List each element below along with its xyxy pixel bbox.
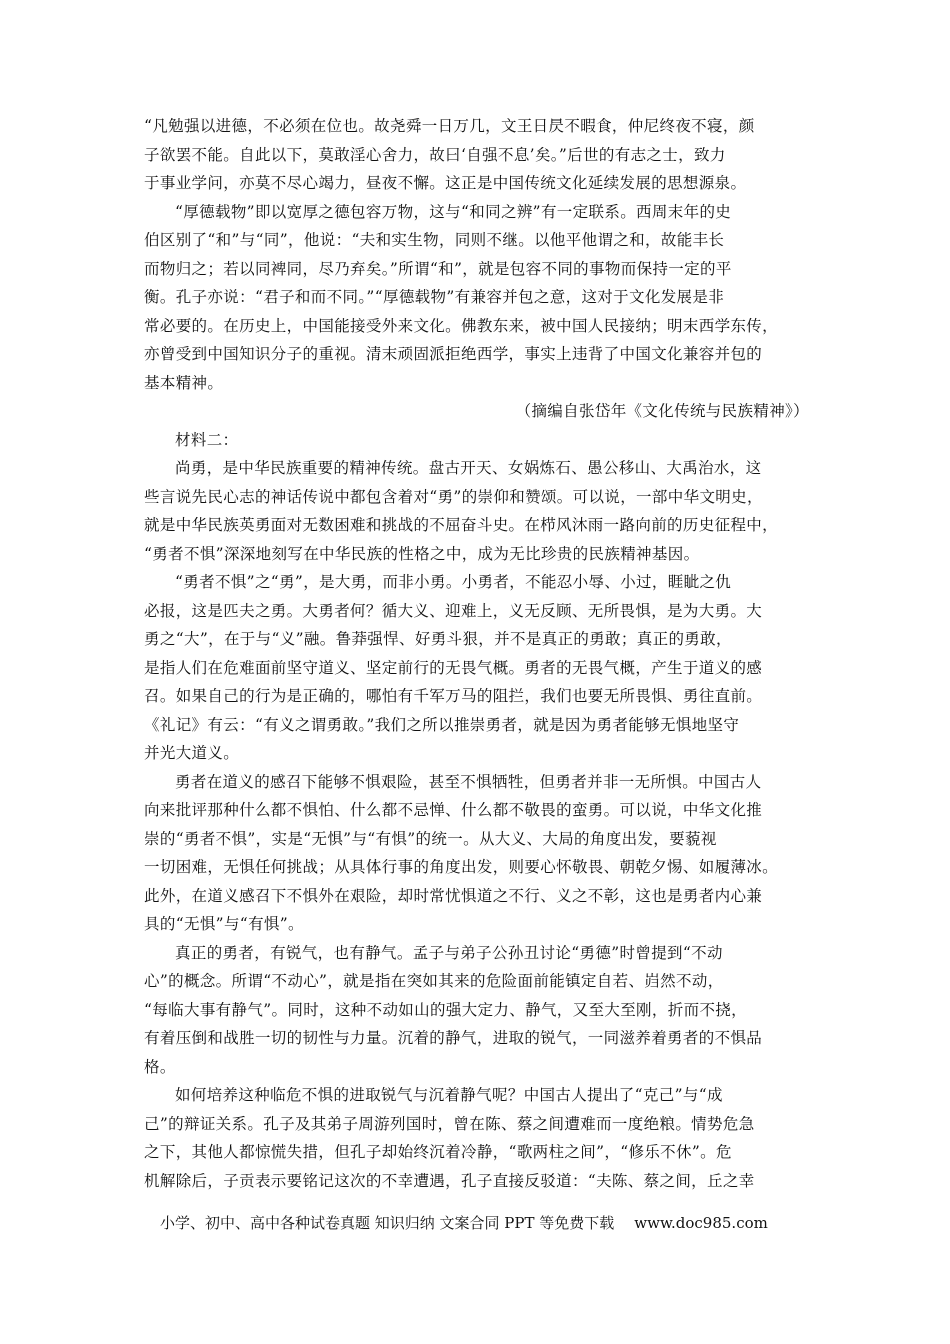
text-line: “凡勉强以进德，不必须在位也。故尧舜一日万几，文王日昃不暇食，仲尼终夜不寝，颜	[144, 117, 755, 135]
text-line: 而物归之；若以同裨同，尽乃弃矣。”所谓“和”，就是包容不同的事物而保持一定的平	[144, 259, 732, 278]
footer-text: 小学、初中、高中各种试卷真题 知识归纳 文案合同 PPT 等免费下载	[160, 1214, 615, 1232]
text-line: 勇之“大”，在于与“义”融。鲁莽强悍、好勇斗狠，并不是真正的勇敢；真正的勇敢，	[144, 630, 732, 648]
text-line: 亦曾受到中国知识分子的重视。清末顽固派拒绝西学，事实上违背了中国文化兼容并包的	[144, 345, 763, 363]
text-line: 真正的勇者，有锐气，也有静气。孟子与弟子公孙丑讨论“勇德”时曾提到“不动	[175, 943, 723, 962]
text-line: 之下，其他人都惊慌失措，但孔子却始终沉着冷静，“歌两柱之间”，“修乐不休”。危	[144, 1143, 732, 1161]
text-line: 如何培养这种临危不惧的进取锐气与沉着静气呢？中国古人提出了“克己”与“成	[175, 1086, 723, 1104]
paragraph-ziqiang-cont	[144, 112, 809, 198]
paragraph-houde-zaiwu	[144, 198, 809, 398]
text-line: 格。	[144, 1057, 176, 1076]
footer-url[interactable]: www.doc985.com	[634, 1214, 768, 1232]
source-citation: （摘编自张岱年《文化传统与民族精神》）	[515, 402, 809, 420]
text-line: 必报，这是匹夫之勇。大勇者何？循大义、迎难上，义无反顾、无所畏惧，是为大勇。大	[144, 601, 763, 620]
text-line: 常必要的。在历史上，中国能接受外来文化。佛教东来，被中国人民接纳；明末西学东传，	[144, 316, 779, 335]
text-line: 此外，在道义感召下不惧外在艰险，却时常忧惧道之不行、义之不彰，这也是勇者内心兼	[144, 886, 763, 905]
text-line: 伯区别了“和”与“同”，他说：“夫和实生物，同则不继。以他平他谓之和，故能丰长	[144, 231, 725, 249]
text-line: 于事业学问，亦莫不尽心竭力，昼夜不懈。这正是中国传统文化延续发展的思想源泉。	[144, 174, 747, 192]
text-line: 己”的辩证关系。孔子及其弟子周游列国时，曾在陈、蔡之间遭难而一度绝粮。情势危急	[144, 1114, 755, 1133]
text-line: 有着压倒和战胜一切的韧性与力量。沉着的静气，进取的锐气，一同滋养着勇者的不惧品	[144, 1029, 763, 1047]
text-line: 机解除后，子贡表示要铭记这次的不幸遭遇，孔子直接反驳道：“夫陈、蔡之间，丘之幸	[144, 1171, 755, 1190]
text-line: 并光大道义。	[144, 744, 240, 762]
text-line: 勇者在道义的感召下能够不惧艰险，甚至不惧牺牲，但勇者并非一无所惧。中国古人	[175, 772, 762, 791]
text-line: 些言说先民心志的神话传说中都包含着对“勇”的崇仰和赞颂。可以说，一部中华文明史，	[144, 487, 763, 506]
text-line: “每临大事有静气”。同时，这种不动如山的强大定力、静气，又至大至刚，折而不挠，	[144, 1000, 748, 1019]
text-line: 一切困难，无惧任何挑战；从具体行事的角度出发，则要心怀敬畏、朝乾夕惕、如履薄冰。	[144, 858, 779, 876]
text-line: “勇者不惧”深深地刻写在中华民族的性格之中，成为无比珍贵的民族精神基因。	[144, 544, 700, 563]
paragraph-shangyong	[144, 454, 809, 568]
text-line: 《礼记》有云：“有义之谓勇敢。”我们之所以推崇勇者，就是因为勇者能够无惧地坚守	[144, 715, 740, 734]
paragraph-keji-chengji	[144, 1081, 809, 1195]
text-line: 向来批评那种什么都不惧怕、什么都不忌惮、什么都不敬畏的蛮勇。可以说，中华文化推	[144, 801, 763, 819]
paragraph-wuju-youju	[144, 768, 809, 939]
document-body	[144, 112, 809, 1195]
text-line: 基本精神。	[144, 373, 224, 392]
text-line: 子欲罢不能。自此以下，莫敢淫心舍力，故曰‘自强不息’矣。”后世的有志之士，致力	[144, 145, 726, 164]
page-footer	[160, 1212, 800, 1234]
text-line: 是指人们在危难面前坚守道义、坚定前行的无畏气概。勇者的无畏气概，产生于道义的感	[144, 658, 763, 677]
text-line: 心”的概念。所谓“不动心”，就是指在突如其来的危险面前能镇定自若、岿然不动，	[144, 972, 724, 990]
material-label: 材料二：	[175, 430, 239, 449]
text-line: “勇者不惧”之“勇”，是大勇，而非小勇。小勇者，不能忍小辱、小过，睚眦之仇	[175, 573, 732, 591]
text-line: 崇的“勇者不惧”，实是“无惧”与“有惧”的统一。从大义、大局的角度出发，要藐视	[144, 829, 717, 848]
text-line: 就是中华民族英勇面对无数困难和挑战的不屈奋斗史。在栉风沐雨一路向前的历史征程中，	[144, 516, 779, 534]
text-line: 尚勇，是中华民族重要的精神传统。盘古开天、女娲炼石、愚公移山、大禹治水，这	[175, 459, 762, 477]
paragraph-ruiqi-jingqi	[144, 939, 809, 1082]
text-line: 召。如果自己的行为是正确的，哪怕有千军万马的阻拦，我们也要无所畏惧、勇往直前。	[144, 687, 763, 705]
text-line: “厚德载物”即以宽厚之德包容万物，这与“和同之辨”有一定联系。西周末年的史	[175, 202, 732, 221]
text-line: 具的“无惧”与“有惧”。	[144, 915, 304, 933]
paragraph-dayong	[144, 568, 809, 768]
text-line: 衡。孔子亦说：“君子和而不同。”“厚德载物”有兼容并包之意，这对于文化发展是非	[144, 288, 725, 306]
